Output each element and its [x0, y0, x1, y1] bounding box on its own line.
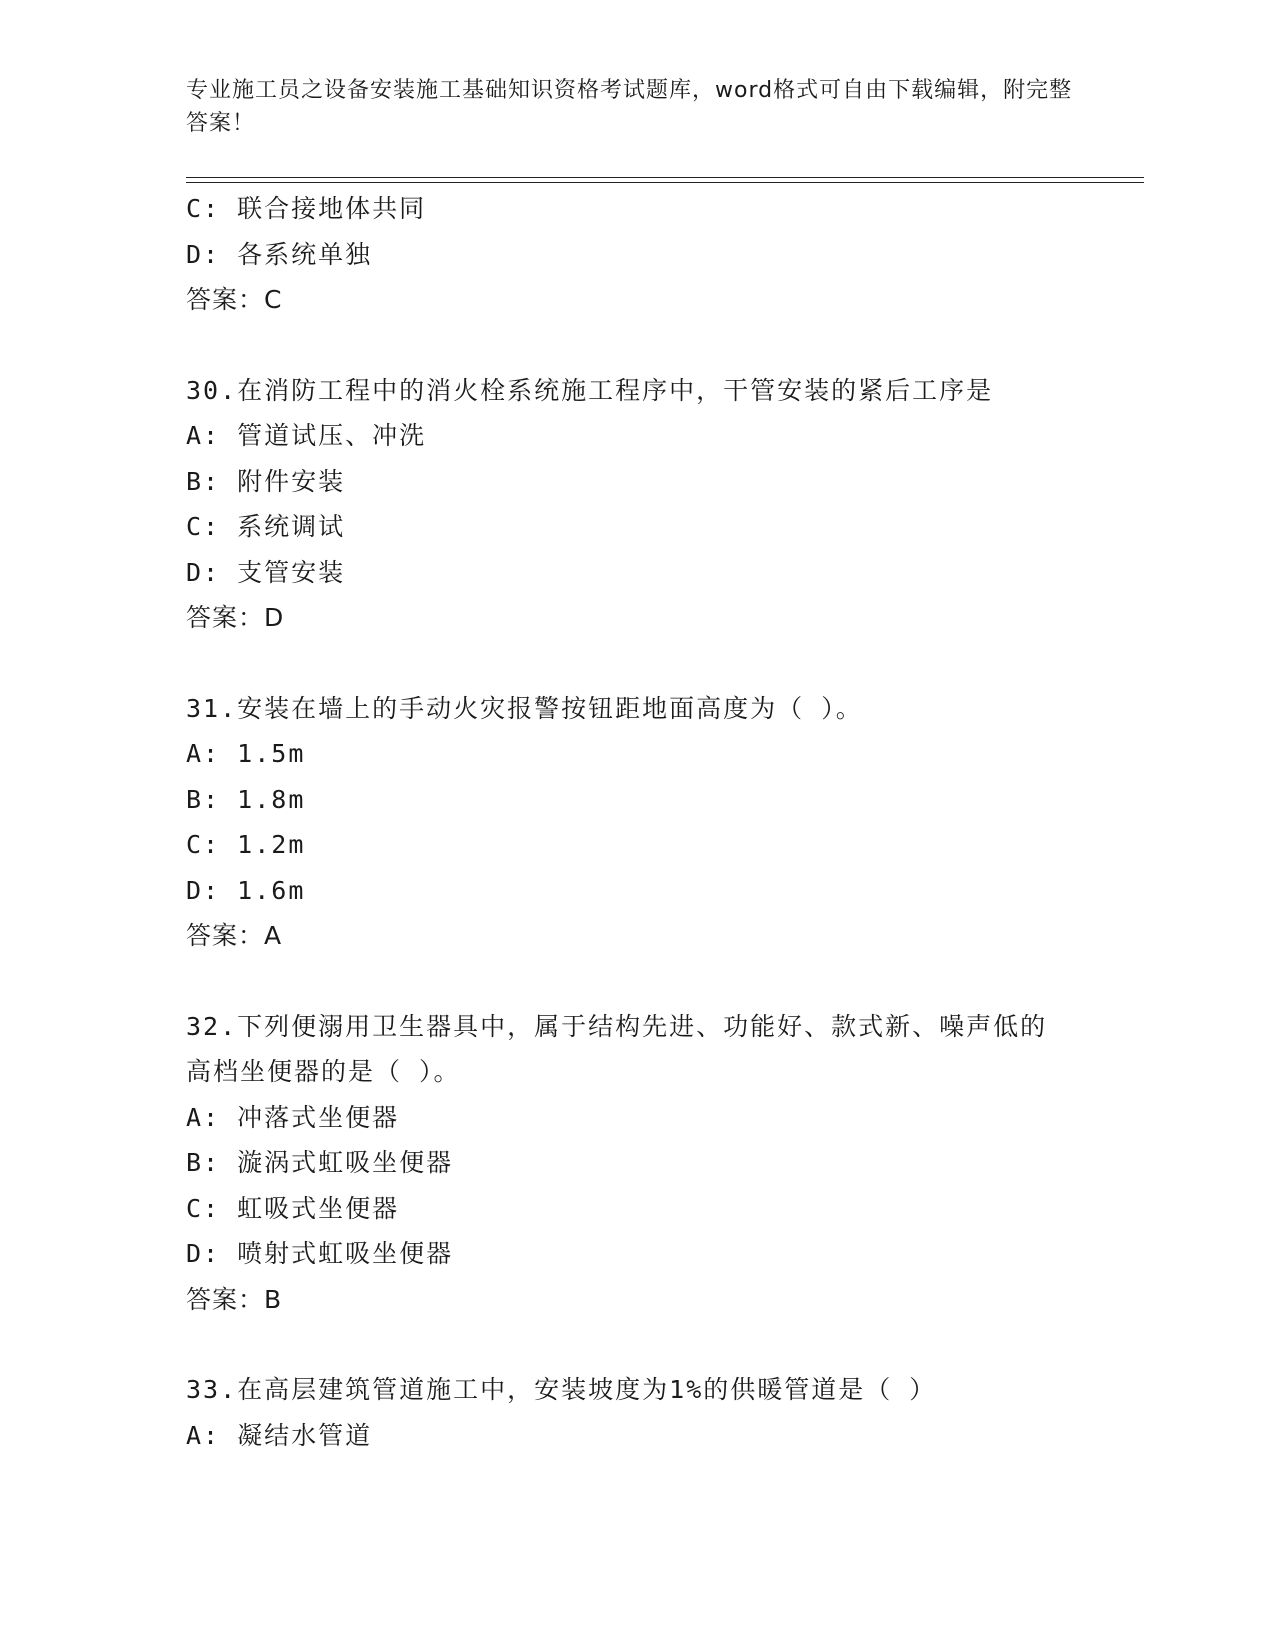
question-32 — [186, 1004, 1086, 1323]
answer: 答案：A — [186, 921, 283, 950]
option-c: C: 1.2m — [186, 830, 306, 859]
question-31 — [186, 686, 1086, 959]
option-b: B: 1.8m — [186, 784, 306, 814]
question-30 — [186, 368, 1086, 641]
question-stem: 31.安装在墙上的手动火灾报警按钮距地面高度为（ ）。 — [186, 693, 863, 723]
spacer — [186, 1322, 1086, 1367]
answer: 答案：B — [186, 1284, 283, 1314]
option-a: A: 1.5m — [186, 739, 306, 768]
header-text: 专业施工员之设备安装施工基础知识资格考试题库，word格式可自由下载编辑，附完整答案！ — [186, 78, 1073, 136]
option-c: C: 虹吸式坐便器 — [186, 1193, 400, 1223]
option-b: B: 附件安装 — [186, 466, 346, 496]
option-a: A: 管道试压、冲洗 — [186, 421, 427, 450]
question-stem: 32.下列便溺用卫生器具中，属于结构先进、功能好、款式新、噪声低的高档坐便器的是（ ）。 — [186, 1011, 1048, 1086]
spacer — [186, 959, 1086, 1004]
header-divider-top — [186, 177, 1144, 178]
question-stem: 30.在消防工程中的消火栓系统施工程序中，干管安装的紧后工序是 — [186, 375, 994, 405]
option-d: D: 各系统单独 — [186, 239, 373, 269]
header-divider-bottom — [186, 182, 1144, 183]
question-stem: 33.在高层建筑管道施工中，安装坡度为1%的供暖管道是（ ） — [186, 1375, 937, 1404]
document-header — [186, 74, 1086, 140]
option-c: C: 联合接地体共同 — [186, 194, 427, 223]
question-list — [186, 186, 1086, 1458]
answer: 答案：D — [186, 603, 285, 632]
option-a: A: 冲落式坐便器 — [186, 1102, 400, 1132]
option-a: A: 凝结水管道 — [186, 1420, 373, 1450]
question-33 — [186, 1367, 1086, 1458]
option-b: B: 漩涡式虹吸坐便器 — [186, 1148, 454, 1177]
question-continued — [186, 186, 1086, 323]
option-c: C: 系统调试 — [186, 512, 346, 541]
spacer — [186, 641, 1086, 686]
answer: 答案：C — [186, 285, 283, 314]
spacer — [186, 323, 1086, 368]
option-d: D: 喷射式虹吸坐便器 — [186, 1239, 454, 1268]
option-d: D: 1.6m — [186, 875, 306, 905]
option-d: D: 支管安装 — [186, 557, 346, 587]
